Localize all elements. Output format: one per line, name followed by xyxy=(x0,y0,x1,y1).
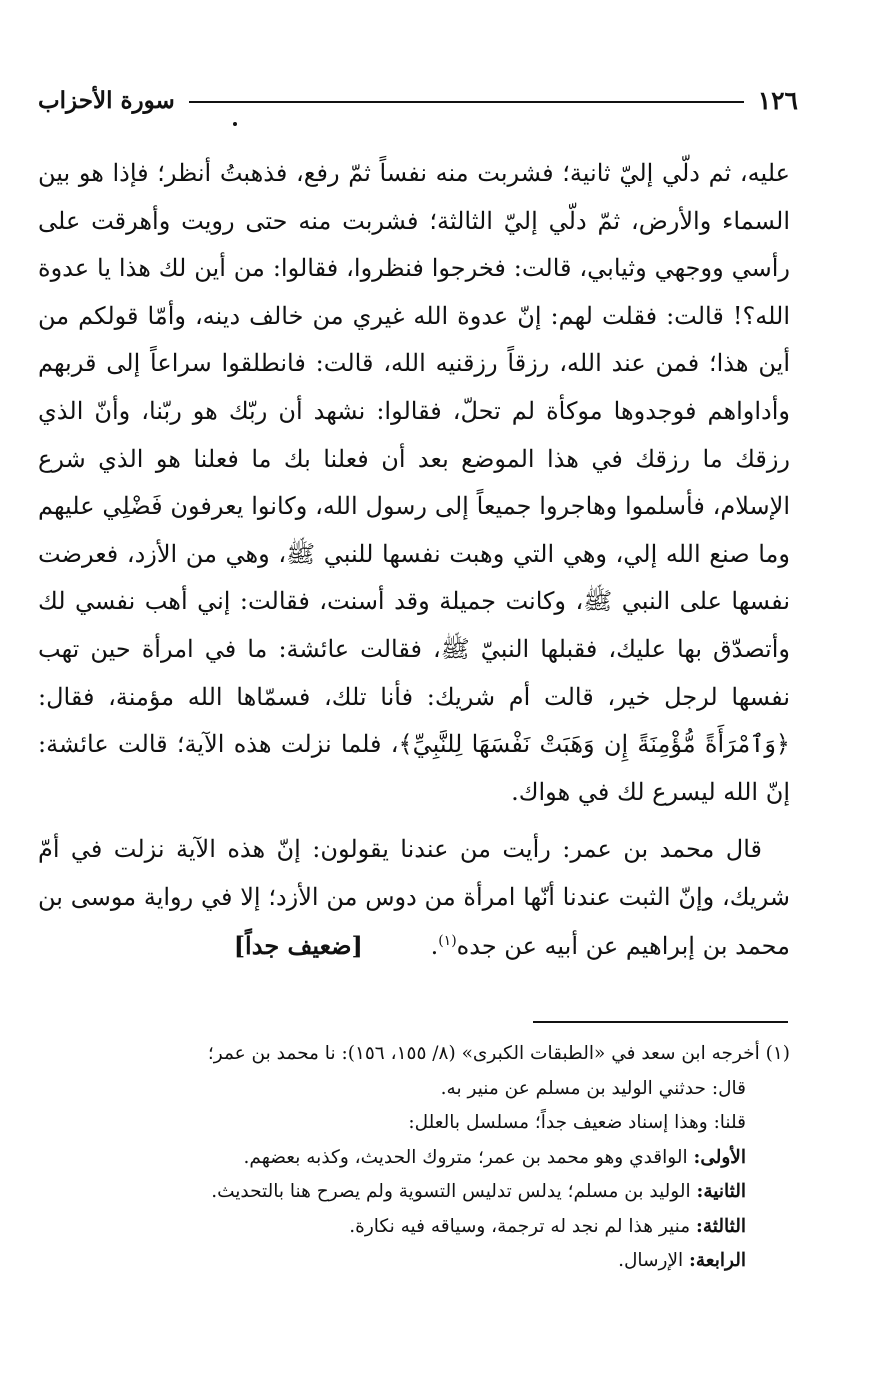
footnote-item-label: الرابعة: xyxy=(689,1250,746,1271)
footnote-item xyxy=(38,1244,790,1279)
footnote-item xyxy=(38,1141,790,1176)
footnote-item-text: الوليد بن مسلم؛ يدلس تدليس التسوية ولم يصرح هنا بالتحديث. xyxy=(211,1181,697,1202)
header-rule xyxy=(189,101,744,103)
ink-dot xyxy=(233,122,237,126)
footnote-line-2: قال: حدثني الوليد بن مسلم عن منير به. xyxy=(440,1077,746,1099)
footnote-reference[interactable]: (١) xyxy=(438,932,457,949)
main-text xyxy=(38,150,790,970)
paragraph-1: عليه، ثم دلّي إليّ ثانية؛ فشربت منه نفساً ثمّ رفع، فذهبتُ أنظر؛ فإذا هو بين السماء والأرض، ثمّ دلّي إليّ الثالثة؛ فشربت منه حتى رويت وأهرقت على رأسي ووجهي وثيابي، قالت: فخرجوا فنظروا، فقالوا: من أين لك هذا يا عدوة الله؟! قالت: فقلت لهم: إنّ عدوة الله غيري من خالف دينه، وأمّا قولكم من أين هذا؛ فمن عند الله، رزقاً رزقنيه الله، قالت: فانطلقوا سراعاً إلى قربهم وأداواهم فوجدوها موكأة لم تحلّ، فقالوا: نشهد أن ربّك هو ربّنا، وأنّ الذي رزقك ما رزقك في هذا الموضع بعد أن فعلنا بك ما فعلنا هو الذي شرع الإسلام، فأسلموا وهاجروا جميعاً إلى رسول الله، وكانوا يعرفون فَضْلِي عليهم وما صنع الله إلي، وهي التي وهبت نفسها للنبي ﷺ، وهي من الأزد، فعرضت نفسها على النبي ﷺ، وكانت جميلة وقد أسنت، فقالت: إني أهب نفسي لك وأتصدّق بها عليك، فقبلها النبيّ ﷺ، فقالت عائشة: ما في امرأة حين تهب نفسها لرجل خير، قالت أم شريك: فأنا تلك، فسمّاها الله مؤمنة، فقال: ﴿وَٱمْرَأَةً مُّؤْمِنَةً إِن وَهَبَتْ نَفْسَهَا لِلنَّبِيِّ﴾، فلما نزلت هذه الآية؛ قالت عائشة: إنّ الله ليسرع لك في هواك. xyxy=(38,159,790,806)
paragraph-2-text: قال محمد بن عمر: رأيت من عندنا يقولون: إنّ هذه الآية نزلت في أمّ شريك، وإنّ الثبت عندنا أنّها امرأة من دوس من الأزد؛ إلا في رواية موسى بن محمد بن إبراهيم عن أبيه عن جده xyxy=(38,835,790,960)
footnote-item xyxy=(38,1210,790,1245)
footnote-rule xyxy=(533,1021,788,1023)
footnote-item-text: الإرسال. xyxy=(618,1250,690,1271)
hadith-grade: [ضعيف جداً] xyxy=(233,930,363,960)
footnote-item-label: الثالثة: xyxy=(696,1215,746,1237)
footnote-item-text: الواقدي وهو محمد بن عمر؛ متروك الحديث، وكذبه بعضهم. xyxy=(243,1146,694,1168)
footnote-item-label: الثانية: xyxy=(696,1181,746,1202)
page-header xyxy=(38,80,798,120)
footnotes xyxy=(38,1037,790,1279)
footnote-line-1: (١) أخرجه ابن سعد في «الطبقات الكبرى» (٨/ ١٥٥، ١٥٦): نا محمد بن عمر؛ xyxy=(207,1043,790,1064)
surah-title: سورة الأحزاب xyxy=(38,86,175,114)
footnote-line-3: قلنا: وهذا إسناد ضعيف جداً؛ مسلسل بالعلل: xyxy=(408,1112,746,1133)
page-number: ١٢٦ xyxy=(757,85,798,115)
footnote-item-label: الأولى: xyxy=(693,1146,746,1168)
footnote-item-text: منير هذا لم نجد له ترجمة، وسياقه فيه نكارة. xyxy=(349,1215,697,1237)
footnote-item xyxy=(38,1175,790,1210)
paragraph-2 xyxy=(38,826,790,970)
paragraph-2-end: . xyxy=(430,931,439,960)
